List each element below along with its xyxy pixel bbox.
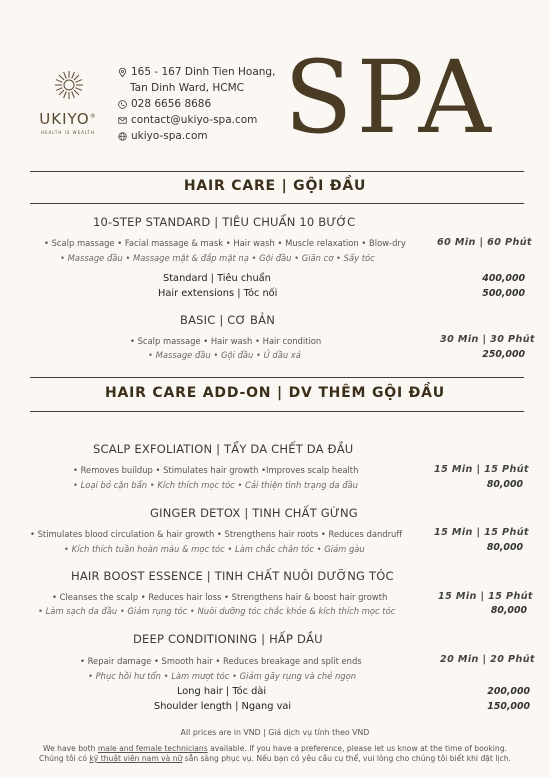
service-title-hair-boost: HAIR BOOST ESSENCE | TINH CHẤT NUÔI DƯỠNG TÓC xyxy=(71,569,394,583)
option-label: Shoulder length | Ngang vai xyxy=(154,701,292,712)
section-title-hair-care: HAIR CARE | GỘI ĐẦU xyxy=(183,178,367,194)
service-desc-vi: • Massage đầu • Massage mặt & đắp mặt nạ • Gội đầu • Giãn cơ • Sấy tóc xyxy=(60,253,375,263)
footer-note xyxy=(0,744,550,764)
service-price: 80,000 xyxy=(486,542,523,553)
service-duration: 15 Min | 15 Phút xyxy=(438,591,533,602)
option-price: 500,000 xyxy=(482,288,525,299)
location-pin-icon xyxy=(118,68,127,77)
service-price: 80,000 xyxy=(486,479,523,490)
email-link[interactable]: contact@ukiyo-spa.com xyxy=(131,114,258,126)
service-desc-vi: • Kích thích tuần hoàn máu & mọc tóc • Làm chắc chân tóc • Giảm gàu xyxy=(64,544,365,554)
address-row xyxy=(118,64,275,80)
email-row xyxy=(118,112,275,128)
divider xyxy=(30,377,524,378)
divider xyxy=(30,411,524,412)
footer-note-en: We have both male and female technicians available. If you have a preference, please let us know at the time of booking. xyxy=(43,744,507,753)
service-desc-vi: • Làm sạch da đầu • Giảm rụng tóc • Nuôi dưỡng tóc chắc khỏe & kích thích mọc tóc xyxy=(38,606,396,616)
address-line-1: 165 - 167 Dinh Tien Hoang, xyxy=(131,66,276,78)
service-price: 80,000 xyxy=(490,605,527,616)
phone-row xyxy=(118,96,275,112)
service-duration: 30 Min | 30 Phút xyxy=(440,334,535,345)
service-title-basic: BASIC | CƠ BẢN xyxy=(180,313,276,327)
service-desc-vi: • Phục hồi hư tổn • Làm mượt tóc • Giảm gãy rụng và chẻ ngọn xyxy=(88,671,357,681)
section-title-addon: HAIR CARE ADD-ON | DV THÊM GỘI ĐẦU xyxy=(105,385,445,401)
service-desc-en: • Repair damage • Smooth hair • Reduces breakage and split ends xyxy=(80,656,362,666)
sunburst-logo-icon xyxy=(54,70,84,100)
service-price: 250,000 xyxy=(482,349,525,360)
option-label: Long hair | Tóc dài xyxy=(177,686,267,697)
envelope-icon xyxy=(118,116,127,125)
service-desc-vi: • Massage đầu • Gội đầu • Ủ dầu xả xyxy=(148,350,301,360)
service-desc-en: • Scalp massage • Facial massage & mask • Hair wash • Muscle relaxation • Blow-dry xyxy=(44,238,406,248)
page-title: SPA xyxy=(284,39,495,156)
price-note: All prices are in VND | Giá dịch vụ tính theo VND xyxy=(180,728,370,737)
service-duration: 15 Min | 15 Phút xyxy=(434,527,529,538)
option-price: 150,000 xyxy=(487,701,530,712)
brand-logo xyxy=(26,70,110,140)
service-title-scalp-exfoliation: SCALP EXFOLIATION | TẨY DA CHẾT DA ĐẦU xyxy=(93,442,354,456)
phone-number[interactable]: 028 6656 8686 xyxy=(131,98,212,110)
website-link[interactable]: ukiyo-spa.com xyxy=(131,130,208,142)
option-price: 200,000 xyxy=(487,686,530,697)
service-duration: 60 Min | 60 Phút xyxy=(437,237,532,248)
service-duration: 20 Min | 20 Phút xyxy=(440,654,535,665)
logo-tagline: HEALTH IS WEALTH xyxy=(40,130,95,135)
logo-wordmark: UKIYO® xyxy=(39,110,97,128)
contact-info xyxy=(118,64,275,144)
service-desc-vi: • Loại bỏ cặn bẩn • Kích thích mọc tóc • Cải thiện tình trạng da đầu xyxy=(73,480,358,490)
globe-icon xyxy=(118,132,127,141)
footer-note-vi: Chúng tôi có kỹ thuật viên nam và nữ sẵn sàng phục vụ. Nếu bạn có yêu cầu cụ thể, vui lòng cho chúng tôi biết khi đặt lịch. xyxy=(39,754,511,763)
service-desc-en: • Scalp massage • Hair wash • Hair condition xyxy=(130,336,322,346)
service-duration: 15 Min | 15 Phút xyxy=(434,464,529,475)
phone-icon xyxy=(118,100,127,109)
service-desc-en: • Cleanses the scalp • Reduces hair loss • Strengthens hair & boost hair growth xyxy=(52,592,388,602)
divider xyxy=(30,203,524,204)
option-price: 400,000 xyxy=(482,273,525,284)
service-title-10-step: 10-STEP STANDARD | TIÊU CHUẨN 10 BƯỚC xyxy=(93,215,356,229)
service-desc-en: • Stimulates blood circulation & hair growth • Strengthens hair roots • Reduces dandruff xyxy=(30,529,403,539)
service-title-ginger-detox: GINGER DETOX | TINH CHẤT GỪNG xyxy=(150,506,358,520)
option-label: Standard | Tiêu chuẩn xyxy=(163,273,271,284)
service-desc-en: • Removes buildup • Stimulates hair growth •Improves scalp health xyxy=(73,465,359,475)
service-title-deep-conditioning: DEEP CONDITIONING | HẤP DẦU xyxy=(133,632,323,646)
divider xyxy=(30,171,524,172)
address-line-2: Tan Dinh Ward, HCMC xyxy=(130,82,244,94)
option-label: Hair extensions | Tóc nối xyxy=(158,288,278,299)
website-row xyxy=(118,128,275,144)
